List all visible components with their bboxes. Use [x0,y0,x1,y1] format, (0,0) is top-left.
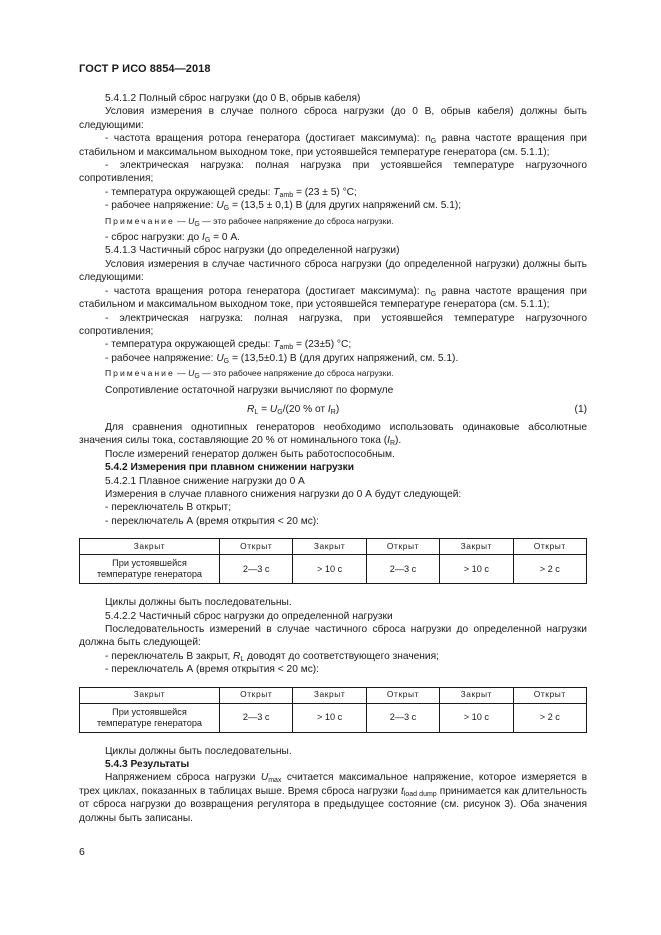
list-item: - рабочее напряжение: $U_G = (13,5 \pm 0,1)$ В (для других напряжений см. 5.1); [105,200,462,213]
paragraph: После измерений генератор должен быть работоспособным. [105,448,395,460]
table-row-label: При устоявшейся температуре генератора [80,703,220,732]
paragraph: Условия измерения в случае частичного сброса нагрузки (до определенной нагрузки) должны быть следующими: [79,258,587,284]
table-header-cell: Открыт [220,687,293,703]
table-row-label: При устоявшейся температуре генератора [80,555,220,584]
paragraph: Для сравнения однотипных генераторов необходимо использовать одинаковые абсолютные значения силы тока, составляющие 20 % от номинального тока $(I_R)$. [79,421,587,448]
table-cell: > 10 с [440,555,513,584]
paragraph: Циклы должны быть последовательны. [105,597,292,609]
paragraph: Последовательность измерений в случае частичного сброса нагрузки до определенной нагрузки должна быть следующей: [79,624,587,649]
document-header: ГОСТ Р ИСО 8854—2018 [79,63,211,75]
table-cell: > 10 с [293,555,366,584]
formula-expression: $R_L = U_G/(20$ % от $I_R$) [247,403,340,416]
section-5-4-1-2-heading: 5.4.1.2 Полный сброс нагрузки (до 0 В, обрыв кабеля) [105,93,361,104]
formula-1 [79,401,587,419]
table-header-cell: Открыт [366,687,439,703]
list-item: - переключатель А (время открытия < 20 мс): [105,515,320,527]
paragraph: Циклы должны быть последовательны. [105,745,292,757]
table-cell: > 10 с [440,703,513,732]
table-header-cell: Закрыт [440,539,513,555]
switch-table-1 [79,538,587,584]
table-header-cell: Открыт [513,539,586,555]
list-item: - переключатель А (время открытия < 20 мс): [105,664,320,676]
paragraph: Напряжением сброса нагрузки $U_{max}$ считается максимальное напряжение, которое измеряется в трех циклах, показанных в таблицах выше. Время сброса нагрузки $t_{load dump}$ принимается как длительность от сброса нагрузки до возвращения регулятора в предыдущее состояние (см. рисунок 3). Оба значения должны быть записаны. [79,772,587,824]
list-item: - электрическая нагрузка: полная нагрузка, при устоявшейся температуре нагрузочного сопротивления; [79,312,587,337]
table-header-cell: Закрыт [80,687,220,703]
table-header-cell: Закрыт [440,687,513,703]
list-item: - температура окружающей среды: $T_{amb} = (23 \pm 5)$ °С; [105,186,357,199]
table-row [80,703,587,732]
table-cell: > 2 с [513,555,586,584]
paragraph: Условия измерения в случае полного сброса нагрузки (до 0 В, обрыв кабеля) должны быть следующими: [79,106,587,131]
table-cell: > 2 с [513,703,586,732]
list-item: - рабочее напряжение: $U_G = (13,5\pm 0.1)$ В (для других напряжений, см. 5.1). [105,352,459,365]
table-header-row [80,687,587,703]
table-row [80,555,587,584]
section-5-4-2-1-heading: 5.4.2.1 Плавное снижение нагрузки до 0 А [105,475,305,487]
switch-table-2 [79,687,587,733]
list-item: - температура окружающей среды: $T_{amb} = (23\pm 5)$ °С; [105,339,352,352]
section-5-4-2-heading: 5.4.2 Измерения при плавном снижении нагрузки [105,462,354,474]
table-cell: 2—3 с [220,703,293,732]
table-header-row [80,539,587,555]
section-5-4-3-heading: 5.4.3 Результаты [105,759,190,771]
list-item: - переключатель В закрыт, $R_L$ доводят до соответствующего значения; [105,650,439,663]
list-item: - переключатель В открыт; [105,502,232,514]
table-header-cell: Закрыт [80,539,220,555]
list-item: - сброс нагрузки: до $I_G = 0$ А. [105,232,241,245]
note: Примечание — $U_G$ — это рабочее напряжение до сброса нагрузки. [105,215,394,228]
table-cell: 2—3 с [220,555,293,584]
list-item: - электрическая нагрузка: полная нагрузка при устоявшейся температуре нагрузочного сопротивления; [79,160,587,185]
table-header-cell: Открыт [513,687,586,703]
page-number: 6 [79,846,85,858]
list-item: - частота вращения ротора генератора (достигает максимума): $n_G$ равна частоте вращения при стабильном и максимальном выходном токе, при устоявшейся температуре генератора (см. 5.1.1); [79,285,587,311]
table-header-cell: Открыт [366,539,439,555]
formula-number: (1) [574,403,587,415]
page-content [79,92,587,825]
table-header-cell: Закрыт [293,687,366,703]
list-item: - частота вращения ротора генератора (достигает максимума): $n_G$ равна частоте вращения при стабильном и максимальном выходном токе, при устоявшейся температуре генератора (см. 5.1.1); [79,133,587,158]
table-cell: > 10 с [293,703,366,732]
note: Примечание — $U_G$ — это рабочее напряжение до сброса нагрузки. [105,368,394,381]
paragraph: Сопротивление остаточной нагрузки вычисляют по формуле [105,384,394,396]
paragraph: Измерения в случае плавного снижения нагрузки до 0 А будут следующей: [105,488,462,500]
table-header-cell: Открыт [220,539,293,555]
table-cell: 2—3 с [366,555,439,584]
section-5-4-2-2-heading: 5.4.2.2 Частичный сброс нагрузки до определенной нагрузки [105,610,393,622]
section-5-4-1-3-heading: 5.4.1.3 Частичный сброс нагрузки (до определенной нагрузки) [105,245,400,257]
table-header-cell: Закрыт [293,539,366,555]
table-cell: 2—3 с [366,703,439,732]
